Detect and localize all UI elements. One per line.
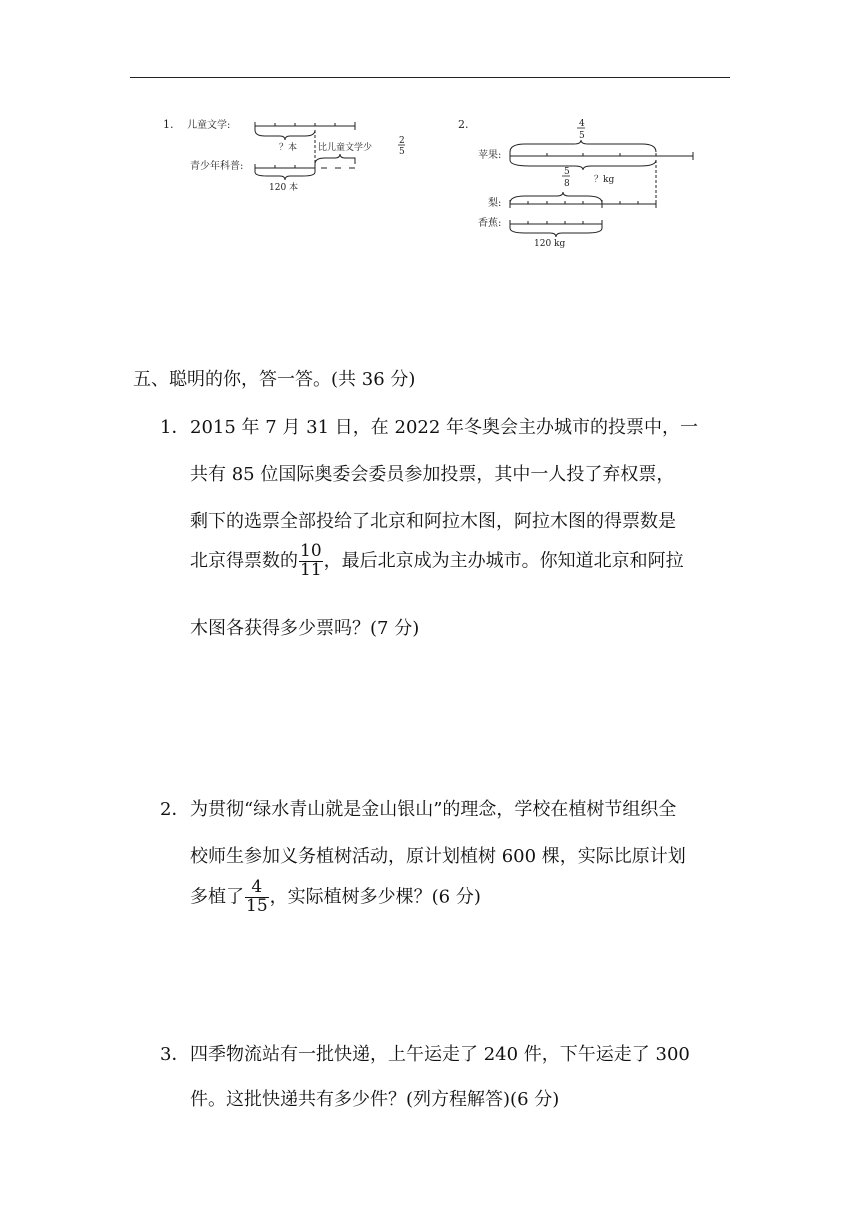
section-title: 五、聪明的你，答一答。(共 36 分) <box>133 369 416 390</box>
question-1-line-3: 剩下的选票全部投给了北京和阿拉木图，阿拉木图的得票数是 <box>190 511 676 532</box>
diagram-2-q-kg: ？kg <box>594 175 615 185</box>
diagram-2-bar-banana <box>510 220 602 237</box>
diagram-1-amount: 120 本 <box>269 183 299 193</box>
question-1-line-5: 木图各获得多少票吗？(7 分) <box>190 618 420 639</box>
diagram-1-frac-num: 2 <box>399 136 405 146</box>
diagram-2 <box>450 112 710 252</box>
diagram-2-mid-frac-den: 8 <box>564 179 570 189</box>
question-1-fraction <box>299 543 323 580</box>
diagram-1-number: 1. <box>163 118 174 131</box>
question-1-frac-den: 11 <box>300 559 322 580</box>
diagram-1-bar-bottom <box>255 154 355 180</box>
diagram-2-number: 2. <box>458 118 469 131</box>
question-2-line-2: 校师生参加义务植树活动，原计划植树 600 棵，实际比原计划 <box>190 846 686 867</box>
question-2-line-1: 为贯彻“绿水青山就是金山银山”的理念，学校在植树节组织全 <box>190 799 677 820</box>
diagram-2-mid-frac-num: 5 <box>564 167 570 177</box>
question-1-frac-num: 10 <box>300 541 322 561</box>
question-3-line-2: 件。这批快递共有多少件？(列方程解答)(6 分) <box>190 1089 560 1110</box>
diagram-1 <box>155 112 425 197</box>
question-3-line-1: 四季物流站有一批快递，上午运走了 240 件，下午运走了 300 <box>190 1044 690 1065</box>
diagram-2-top-frac-den: 5 <box>579 131 585 141</box>
question-2-frac-num: 4 <box>245 879 269 898</box>
question-2-fraction <box>245 879 269 916</box>
diagram-1-label-bottom: 青少年科普: <box>190 161 244 172</box>
question-1-line-4 <box>190 543 684 580</box>
question-2-line-3-pre: 多植了 <box>190 886 244 908</box>
question-3-number: 3． <box>160 1044 190 1065</box>
diagram-2-label-banana: 香蕉: <box>478 218 502 229</box>
diagram-1-frac-den: 5 <box>399 147 405 157</box>
diagram-2-label-pear: 梨: <box>488 198 502 209</box>
question-1-line-4-post: ，最后北京成为主办城市。你知道北京和阿拉 <box>323 550 684 572</box>
question-1-line-1: 2015 年 7 月 31 日，在 2022 年冬奥会主办城市的投票中，一 <box>190 417 699 438</box>
question-1-number: 1． <box>160 417 190 438</box>
question-2-line-3-post: ，实际植树多少棵？(6 分) <box>269 886 481 908</box>
diagram-2-label-apple: 苹果: <box>478 150 502 161</box>
question-1-line-4-pre: 北京得票数的 <box>190 550 298 572</box>
question-2-number: 2． <box>160 799 190 820</box>
diagram-2-amount: 120 kg <box>534 239 566 249</box>
question-2-line-3 <box>190 879 481 916</box>
diagram-2-bar-pear <box>510 200 656 208</box>
diagram-1-label-top: 儿童文学: <box>187 120 231 131</box>
top-rule <box>130 77 730 78</box>
question-2-frac-den: 15 <box>246 895 268 916</box>
diagram-2-top-frac-num: 4 <box>579 119 585 129</box>
diagram-1-q-books: ？本 <box>279 143 298 153</box>
diagram-1-compare: 比儿童文学少 <box>318 143 373 153</box>
question-1-line-2: 共有 85 位国际奥委会委员参加投票，其中一人投了弃权票， <box>190 464 675 485</box>
